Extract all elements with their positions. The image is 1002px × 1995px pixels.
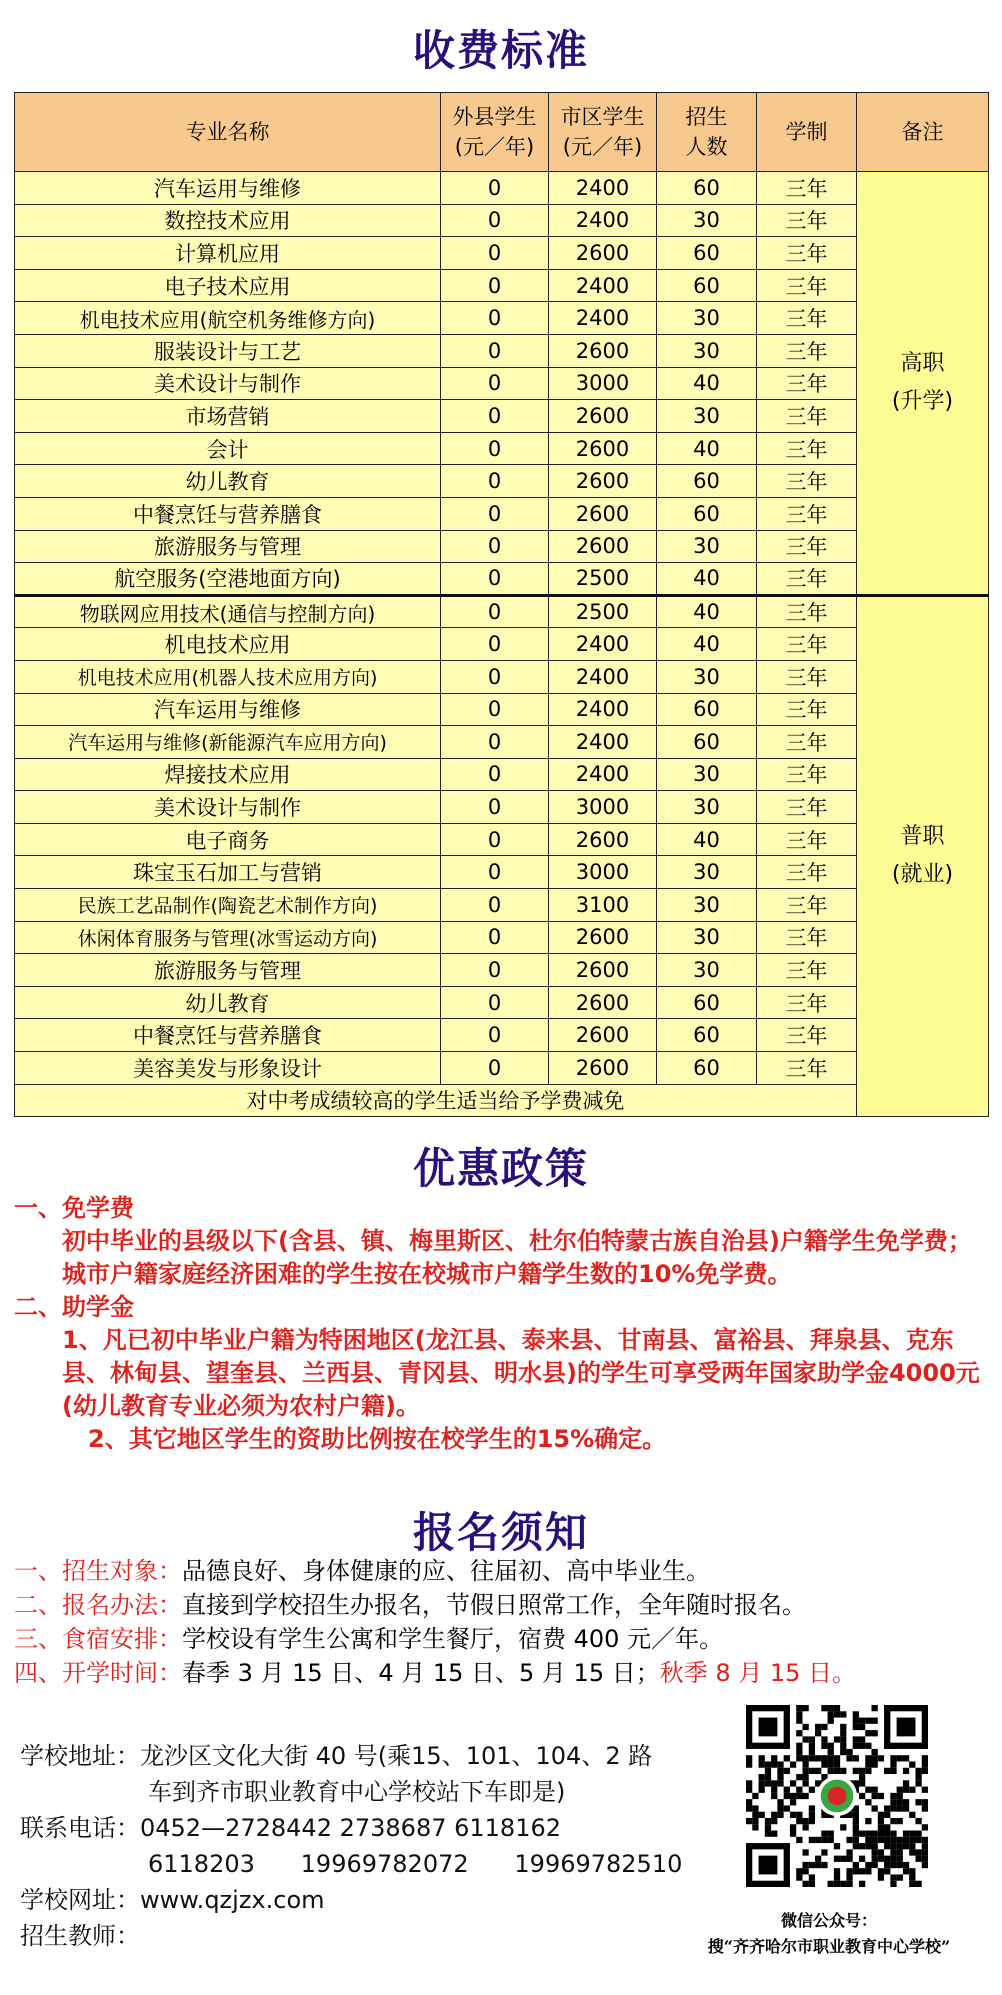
table-cell: 0 bbox=[441, 1019, 549, 1052]
table-cell: 60 bbox=[657, 465, 757, 498]
table-cell: 0 bbox=[441, 204, 549, 237]
major-name-cell: 休闲体育服务与管理(冰雪运动方向) bbox=[15, 921, 441, 954]
major-name-cell: 会计 bbox=[15, 432, 441, 465]
table-cell: 30 bbox=[657, 400, 757, 433]
major-name-cell: 汽车运用与维修(新能源汽车应用方向) bbox=[15, 726, 441, 759]
policy-section bbox=[14, 1192, 990, 1456]
table-cell: 40 bbox=[657, 823, 757, 856]
website-link[interactable]: www.qzjzx.com bbox=[140, 1886, 325, 1914]
table-cell: 0 bbox=[441, 856, 549, 889]
table-cell: 三年 bbox=[757, 823, 857, 856]
table-row bbox=[15, 563, 989, 596]
table-cell: 三年 bbox=[757, 628, 857, 661]
table-row bbox=[15, 269, 989, 302]
table-cell: 三年 bbox=[757, 172, 857, 205]
table-cell: 2600 bbox=[549, 921, 657, 954]
table-cell: 2400 bbox=[549, 204, 657, 237]
table-cell: 60 bbox=[657, 986, 757, 1019]
major-name-cell: 电子商务 bbox=[15, 823, 441, 856]
table-row bbox=[15, 1052, 989, 1085]
table-cell: 三年 bbox=[757, 921, 857, 954]
table-cell: 三年 bbox=[757, 334, 857, 367]
table-row bbox=[15, 530, 989, 563]
policy-ratio-text: 2、其它地区学生的资助比例按在校学生的15%确定。 bbox=[88, 1425, 667, 1453]
table-cell: 0 bbox=[441, 693, 549, 726]
policy-grant-text: 1、凡已初中毕业户籍为特困地区(龙江县、泰来县、甘南县、富裕县、拜泉县、克东县、林甸县、望奎县、兰西县、青冈县、明水县)的学生可享受两年国家助学金4000元(幼儿教育专业必须为农村户籍)。 bbox=[62, 1326, 980, 1420]
table-cell: 2400 bbox=[549, 172, 657, 205]
table-cell: 0 bbox=[441, 334, 549, 367]
address-label: 学校地址： bbox=[20, 1742, 140, 1770]
major-name-cell: 旅游服务与管理 bbox=[15, 530, 441, 563]
table-cell: 2600 bbox=[549, 432, 657, 465]
table-cell: 30 bbox=[657, 921, 757, 954]
major-name-cell: 服装设计与工艺 bbox=[15, 334, 441, 367]
table-cell: 三年 bbox=[757, 1052, 857, 1085]
table-cell: 三年 bbox=[757, 269, 857, 302]
table-cell: 0 bbox=[441, 269, 549, 302]
major-name-cell: 民族工艺品制作(陶瓷艺术制作方向) bbox=[15, 889, 441, 922]
teacher-label: 招生教师： bbox=[20, 1922, 140, 1950]
table-cell: 30 bbox=[657, 791, 757, 824]
table-row bbox=[15, 367, 989, 400]
table-cell: 0 bbox=[441, 465, 549, 498]
table-cell: 2400 bbox=[549, 758, 657, 791]
column-header: 招生 人数 bbox=[657, 93, 757, 172]
table-cell: 三年 bbox=[757, 400, 857, 433]
table-cell: 60 bbox=[657, 172, 757, 205]
table-row bbox=[15, 1019, 989, 1052]
register-item: 一、招生对象：品德良好、身体健康的应、往届初、高中毕业生。 bbox=[14, 1557, 710, 1585]
table-row bbox=[15, 172, 989, 205]
address-text: 龙沙区文化大街 40 号(乘15、101、104、2 路 bbox=[140, 1742, 653, 1770]
table-row bbox=[15, 237, 989, 270]
table-cell: 三年 bbox=[757, 563, 857, 596]
register-list bbox=[14, 1554, 856, 1690]
table-cell: 2600 bbox=[549, 1019, 657, 1052]
table-cell: 60 bbox=[657, 726, 757, 759]
remark-line: (就业) bbox=[891, 862, 954, 888]
major-name-cell: 中餐烹饪与营养膳食 bbox=[15, 497, 441, 530]
table-row bbox=[15, 302, 989, 335]
phone-numbers-2: 6118203 19969782072 19969782510 bbox=[148, 1850, 683, 1878]
column-header: 专业名称 bbox=[15, 93, 441, 172]
remark-cell bbox=[857, 595, 989, 1117]
table-cell: 三年 bbox=[757, 758, 857, 791]
table-header-row bbox=[15, 93, 989, 172]
major-name-cell: 美术设计与制作 bbox=[15, 791, 441, 824]
table-row bbox=[15, 823, 989, 856]
column-header: 备注 bbox=[857, 93, 989, 172]
register-item: 三、食宿安排：学校设有学生公寓和学生餐厅，宿费 400 元／年。 bbox=[14, 1625, 724, 1653]
table-cell: 2400 bbox=[549, 726, 657, 759]
major-name-cell: 汽车运用与维修 bbox=[15, 172, 441, 205]
table-cell: 0 bbox=[441, 628, 549, 661]
table-cell: 30 bbox=[657, 954, 757, 987]
table-cell: 0 bbox=[441, 954, 549, 987]
major-name-cell: 航空服务(空港地面方向) bbox=[15, 563, 441, 596]
table-cell: 2400 bbox=[549, 302, 657, 335]
column-header: 市区学生 (元／年) bbox=[549, 93, 657, 172]
major-name-cell: 数控技术应用 bbox=[15, 204, 441, 237]
table-row bbox=[15, 921, 989, 954]
table-cell: 三年 bbox=[757, 367, 857, 400]
table-row bbox=[15, 465, 989, 498]
table-row bbox=[15, 693, 989, 726]
table-cell: 30 bbox=[657, 889, 757, 922]
table-cell: 2600 bbox=[549, 334, 657, 367]
table-row bbox=[15, 334, 989, 367]
table-cell: 0 bbox=[441, 237, 549, 270]
table-cell: 2400 bbox=[549, 660, 657, 693]
table-cell: 0 bbox=[441, 1052, 549, 1085]
table-cell: 三年 bbox=[757, 986, 857, 1019]
table-cell: 2400 bbox=[549, 269, 657, 302]
table-cell: 三年 bbox=[757, 1019, 857, 1052]
table-cell: 30 bbox=[657, 334, 757, 367]
table-cell: 30 bbox=[657, 758, 757, 791]
table-cell: 3000 bbox=[549, 791, 657, 824]
contact-info bbox=[20, 1738, 682, 1954]
table-cell: 0 bbox=[441, 726, 549, 759]
major-name-cell: 机电技术应用(航空机务维修方向) bbox=[15, 302, 441, 335]
major-name-cell: 机电技术应用 bbox=[15, 628, 441, 661]
table-cell: 2600 bbox=[549, 237, 657, 270]
table-cell: 0 bbox=[441, 889, 549, 922]
remark-line: 普职 bbox=[900, 824, 945, 850]
table-cell: 40 bbox=[657, 367, 757, 400]
major-name-cell: 幼儿教育 bbox=[15, 986, 441, 1019]
remark-cell bbox=[857, 172, 989, 596]
major-name-cell: 珠宝玉石加工与营销 bbox=[15, 856, 441, 889]
table-row bbox=[15, 889, 989, 922]
wechat-caption bbox=[670, 1908, 988, 1960]
tuition-reduction-note: 对中考成绩较高的学生适当给予学费减免 bbox=[15, 1084, 857, 1117]
table-cell: 3000 bbox=[549, 367, 657, 400]
qr-code[interactable] bbox=[746, 1705, 928, 1887]
table-cell: 2400 bbox=[549, 628, 657, 661]
table-cell: 三年 bbox=[757, 432, 857, 465]
table-cell: 三年 bbox=[757, 791, 857, 824]
fees-title: 收费标准 bbox=[412, 26, 589, 75]
table-cell: 60 bbox=[657, 269, 757, 302]
table-cell: 0 bbox=[441, 791, 549, 824]
table-row bbox=[15, 497, 989, 530]
major-name-cell: 美容美发与形象设计 bbox=[15, 1052, 441, 1085]
phone-label: 联系电话： bbox=[20, 1814, 140, 1842]
table-cell: 0 bbox=[441, 660, 549, 693]
wechat-label: 微信公众号： bbox=[780, 1911, 877, 1930]
table-row bbox=[15, 954, 989, 987]
table-cell: 3100 bbox=[549, 889, 657, 922]
table-cell: 2500 bbox=[549, 563, 657, 596]
table-row bbox=[15, 791, 989, 824]
column-header: 外县学生 (元／年) bbox=[441, 93, 549, 172]
major-name-cell: 电子技术应用 bbox=[15, 269, 441, 302]
table-cell: 2600 bbox=[549, 1052, 657, 1085]
major-name-cell: 旅游服务与管理 bbox=[15, 954, 441, 987]
wechat-search: 搜“齐齐哈尔市职业教育中心学校” bbox=[707, 1937, 951, 1956]
table-row bbox=[15, 660, 989, 693]
table-cell: 30 bbox=[657, 856, 757, 889]
major-name-cell: 机电技术应用(机器人技术应用方向) bbox=[15, 660, 441, 693]
policy-title: 优惠政策 bbox=[412, 1144, 589, 1193]
table-cell: 2600 bbox=[549, 530, 657, 563]
table-cell: 0 bbox=[441, 302, 549, 335]
table-cell: 2600 bbox=[549, 400, 657, 433]
table-cell: 2600 bbox=[549, 497, 657, 530]
table-row bbox=[15, 628, 989, 661]
register-item: 四、开学时间：春季 3 月 15 日、4 月 15 日、5 月 15 日；秋季 8 月 15 日。 bbox=[14, 1659, 857, 1687]
table-row bbox=[15, 986, 989, 1019]
table-cell: 60 bbox=[657, 237, 757, 270]
table-cell: 三年 bbox=[757, 954, 857, 987]
table-cell: 0 bbox=[441, 758, 549, 791]
table-cell: 2600 bbox=[549, 986, 657, 1019]
major-name-cell: 中餐烹饪与营养膳食 bbox=[15, 1019, 441, 1052]
table-row bbox=[15, 204, 989, 237]
table-row bbox=[15, 758, 989, 791]
major-name-cell: 美术设计与制作 bbox=[15, 367, 441, 400]
column-header: 学制 bbox=[757, 93, 857, 172]
major-name-cell: 汽车运用与维修 bbox=[15, 693, 441, 726]
table-cell: 2600 bbox=[549, 954, 657, 987]
major-name-cell: 焊接技术应用 bbox=[15, 758, 441, 791]
table-cell: 2400 bbox=[549, 693, 657, 726]
table-cell: 0 bbox=[441, 497, 549, 530]
table-cell: 30 bbox=[657, 660, 757, 693]
table-row bbox=[15, 432, 989, 465]
table-cell: 三年 bbox=[757, 595, 857, 628]
table-cell: 三年 bbox=[757, 856, 857, 889]
table-cell: 三年 bbox=[757, 204, 857, 237]
table-row bbox=[15, 726, 989, 759]
table-cell: 0 bbox=[441, 986, 549, 1019]
table-cell: 2500 bbox=[549, 595, 657, 628]
table-cell: 40 bbox=[657, 563, 757, 596]
table-cell: 40 bbox=[657, 595, 757, 628]
policy-heading-grant: 二、助学金 bbox=[14, 1293, 134, 1321]
table-footer-row bbox=[15, 1084, 989, 1117]
table-cell: 0 bbox=[441, 530, 549, 563]
table-cell: 40 bbox=[657, 432, 757, 465]
major-name-cell: 市场营销 bbox=[15, 400, 441, 433]
table-cell: 三年 bbox=[757, 530, 857, 563]
policy-free-text: 初中毕业的县级以下(含县、镇、梅里斯区、杜尔伯特蒙古族自治县)户籍学生免学费；城市户籍家庭经济困难的学生按在校城市户籍学生数的10%免学费。 bbox=[62, 1227, 972, 1288]
table-cell: 60 bbox=[657, 497, 757, 530]
remark-line: 高职 bbox=[900, 350, 945, 376]
table-cell: 三年 bbox=[757, 889, 857, 922]
register-title: 报名须知 bbox=[412, 1508, 589, 1557]
table-cell: 三年 bbox=[757, 693, 857, 726]
major-name-cell: 幼儿教育 bbox=[15, 465, 441, 498]
policy-heading-free: 一、免学费 bbox=[14, 1194, 134, 1222]
table-row bbox=[15, 595, 989, 628]
major-name-cell: 物联网应用技术(通信与控制方向) bbox=[15, 595, 441, 628]
table-cell: 三年 bbox=[757, 237, 857, 270]
table-cell: 2600 bbox=[549, 823, 657, 856]
table-cell: 0 bbox=[441, 432, 549, 465]
address-text-2: 车到齐市职业教育中心学校站下车即是) bbox=[148, 1778, 566, 1806]
website-label: 学校网址： bbox=[20, 1886, 140, 1914]
table-cell: 60 bbox=[657, 1052, 757, 1085]
table-cell: 三年 bbox=[757, 497, 857, 530]
table-cell: 0 bbox=[441, 172, 549, 205]
table-cell: 30 bbox=[657, 302, 757, 335]
table-cell: 40 bbox=[657, 628, 757, 661]
register-item: 二、报名办法：直接到学校招生办报名，节假日照常工作，全年随时报名。 bbox=[14, 1591, 806, 1619]
major-name-cell: 计算机应用 bbox=[15, 237, 441, 270]
table-cell: 0 bbox=[441, 400, 549, 433]
table-cell: 三年 bbox=[757, 660, 857, 693]
table-cell: 0 bbox=[441, 595, 549, 628]
table-row bbox=[15, 856, 989, 889]
table-cell: 三年 bbox=[757, 302, 857, 335]
table-cell: 三年 bbox=[757, 465, 857, 498]
table-cell: 3000 bbox=[549, 856, 657, 889]
table-cell: 0 bbox=[441, 367, 549, 400]
table-cell: 30 bbox=[657, 204, 757, 237]
fees-table bbox=[14, 92, 989, 1117]
phone-numbers: 0452—2728442 2738687 6118162 bbox=[140, 1814, 561, 1842]
table-cell: 0 bbox=[441, 823, 549, 856]
table-cell: 三年 bbox=[757, 726, 857, 759]
remark-line: (升学) bbox=[891, 388, 954, 414]
table-cell: 2600 bbox=[549, 465, 657, 498]
table-row bbox=[15, 400, 989, 433]
table-cell: 60 bbox=[657, 1019, 757, 1052]
table-cell: 0 bbox=[441, 921, 549, 954]
table-cell: 30 bbox=[657, 530, 757, 563]
table-cell: 0 bbox=[441, 563, 549, 596]
table-cell: 60 bbox=[657, 693, 757, 726]
